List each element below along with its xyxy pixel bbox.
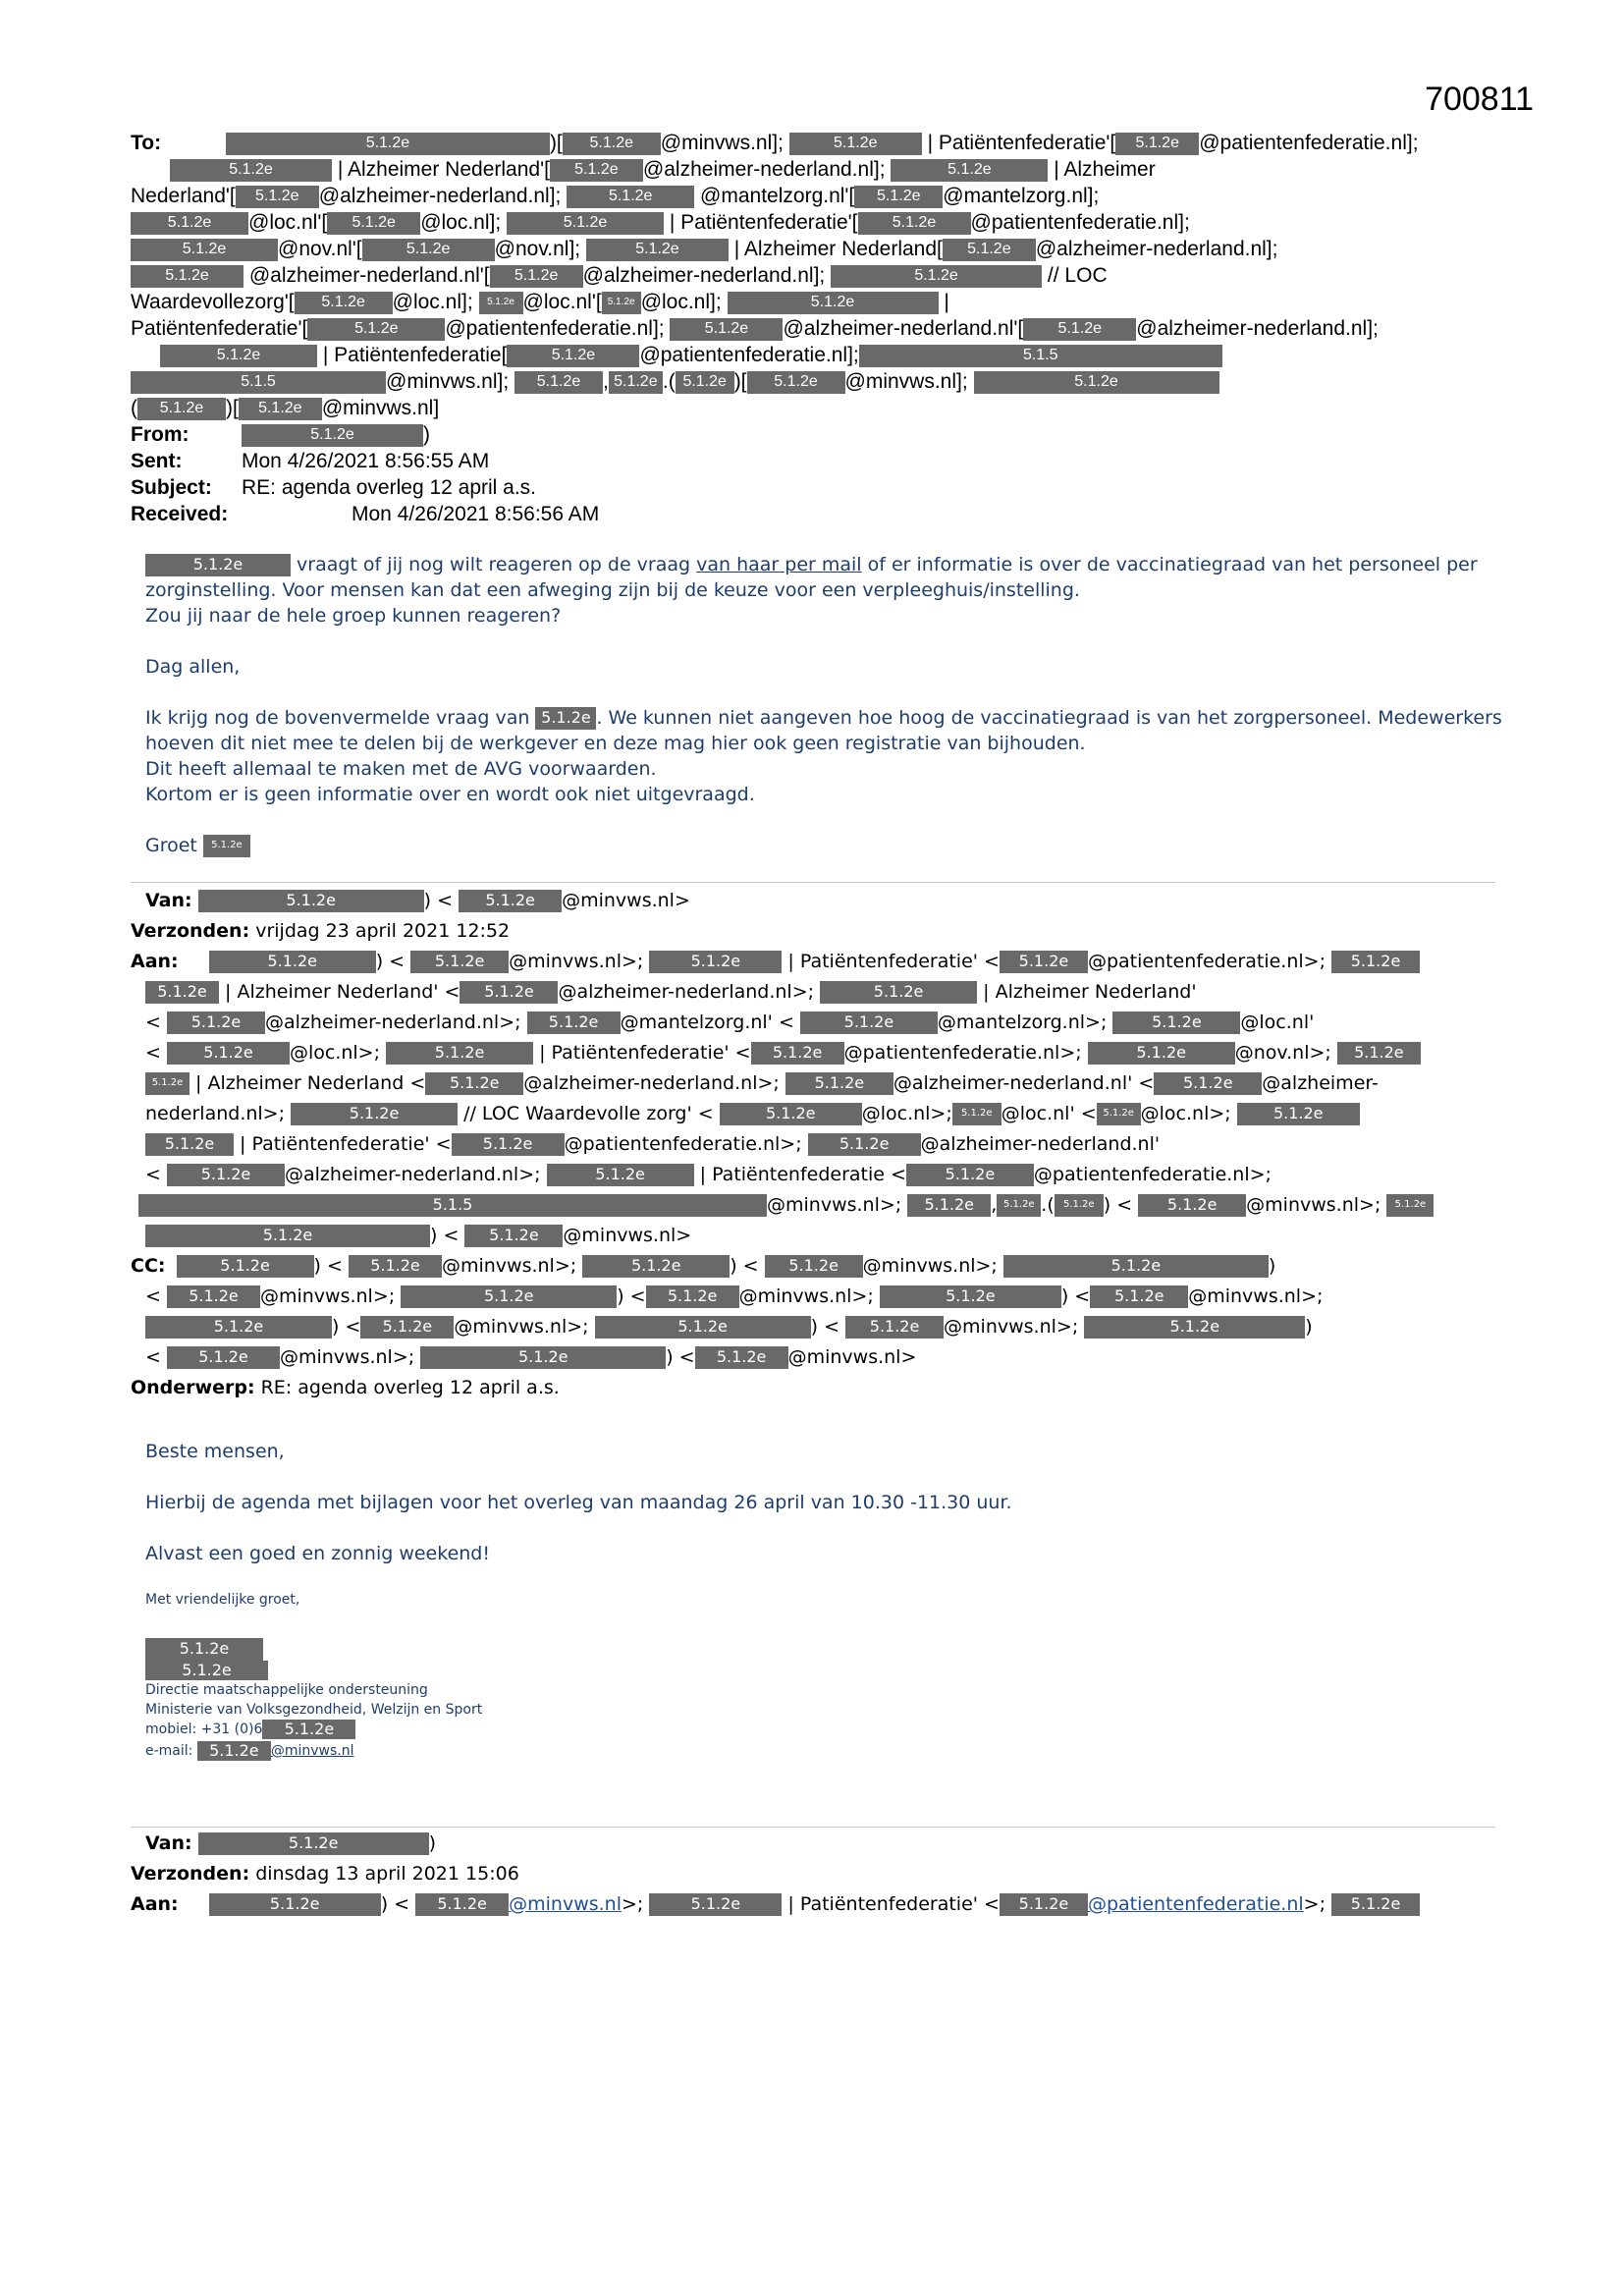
redaction: 5.1.2e (401, 1285, 617, 1308)
forwarded-body (145, 1439, 1510, 1566)
received-value: Mon 4/26/2021 8:56:56 AM (352, 503, 600, 525)
redaction: 5.1.2e (527, 1011, 621, 1034)
redaction: 5.1.2e (563, 133, 661, 155)
redaction: 5.1.2e (649, 1893, 782, 1916)
redaction: 5.1.2e (649, 951, 782, 973)
paragraph: Alvast een goed en zonnig weekend! (145, 1543, 490, 1564)
to-text: ( (131, 397, 137, 419)
paragraph: Dag allen, (145, 656, 241, 678)
redaction: 5.1.2e (291, 1103, 458, 1125)
redaction: 5.1.2e (386, 1042, 533, 1065)
paragraph: Beste mensen, (145, 1441, 285, 1462)
redaction: 5.1.2e (751, 1042, 844, 1065)
separator (131, 1827, 1495, 1828)
redaction: 5.1.2e (145, 1638, 263, 1661)
sent-label: Sent: (131, 450, 183, 472)
redaction: 5.1.2e (362, 239, 495, 261)
to-line (131, 289, 1525, 315)
redaction: 5.1.2e (800, 1011, 938, 1034)
redaction: 5.1.2e (198, 890, 424, 912)
redaction: 5.1.2e (952, 1103, 1001, 1125)
redaction: 5.1.2e (145, 554, 291, 576)
redaction: 5.1.2e (295, 292, 393, 314)
redaction: 5.1.2e (464, 1225, 563, 1247)
redaction: 5.1.2e (131, 212, 248, 235)
redaction: 5.1.2e (327, 212, 420, 235)
redaction: 5.1.2e (609, 371, 663, 394)
received-line (131, 501, 1525, 527)
to-text: @alzheimer-nederland.nl]; (642, 158, 886, 181)
subject-value: RE: agenda overleg 12 april a.s. (242, 476, 537, 499)
to-text: Nederland'[ (131, 185, 236, 207)
to-text: @patientenfederatie.nl]; (970, 211, 1190, 234)
redaction: 5.1.2e (226, 133, 550, 155)
redaction: 5.1.2e (262, 1720, 355, 1739)
redaction: 5.1.2e (425, 1072, 523, 1095)
redaction: 5.1.5 (859, 345, 1222, 367)
to-text: @alzheimer-nederland.nl]; (318, 185, 562, 207)
redaction: 5.1.2e (1331, 951, 1420, 973)
to-text: @loc.nl'[ (248, 211, 328, 234)
redaction: 5.1.2e (728, 292, 939, 314)
sent-value: Mon 4/26/2021 8:56:55 AM (242, 450, 490, 472)
redaction: 5.1.2e (880, 1285, 1061, 1308)
redaction: 5.1.2e (349, 1255, 442, 1278)
paragraph: Hierbij de agenda met bijlagen voor het overleg van maandag 26 april van 10.30 -11.30 uur. (145, 1492, 1012, 1513)
redaction: 5.1.2e (198, 1832, 429, 1855)
redaction: 5.1.2e (145, 1316, 332, 1339)
mail-link[interactable]: van haar per mail (696, 554, 862, 575)
redaction: 5.1.2e (459, 890, 562, 912)
redaction: 5.1.2e (567, 186, 694, 208)
redaction: 5.1.2e (167, 1011, 265, 1034)
redaction: 5.1.2e (242, 424, 423, 447)
redaction: 5.1.2e (410, 951, 509, 973)
redaction: 5.1.2e (845, 1316, 944, 1339)
to-text: @loc.nl]; (420, 211, 502, 234)
email-header-to (131, 130, 1525, 527)
redaction: 5.1.2e (1090, 1285, 1188, 1308)
to-line (131, 183, 1525, 209)
redaction: 5.1.2e (670, 318, 783, 341)
redaction: 5.1.2e (907, 1194, 991, 1217)
to-line (131, 236, 1525, 262)
redaction: 5.1.2e (1003, 1255, 1269, 1278)
separator (131, 882, 1495, 883)
to-text: )[ (226, 397, 239, 419)
paragraph: Groet 5.1.2e (145, 833, 1510, 858)
redaction: 5.1.2e (307, 318, 445, 341)
redaction: 5.1.2e (177, 1255, 314, 1278)
redaction: 5.1.2e (1000, 951, 1088, 973)
redaction: 5.1.2e (1088, 1042, 1235, 1065)
redaction: 5.1.2e (160, 345, 317, 367)
to-line (131, 156, 1525, 183)
email-body (145, 552, 1510, 858)
redaction: 5.1.2e (479, 292, 523, 314)
redaction: 5.1.2e (906, 1164, 1034, 1186)
email-link[interactable]: @minvws.nl (509, 1893, 622, 1915)
redaction: 5.1.2e (1115, 133, 1199, 155)
from-label: From: (131, 423, 189, 446)
subject-label: Subject: (131, 476, 212, 499)
to-text: | Patiëntenfederatie'[ (927, 132, 1116, 154)
redaction: 5.1.2e (197, 1741, 271, 1761)
to-text: | Patiëntenfederatie'[ (669, 211, 858, 234)
forwarded-header: Van: 5.1.2e ) < 5.1.2e @minvws.nl> Verzonden: vrijdag 23 april 2021 12:52 Aan: 5.1.2e ) < 5.1.2e @minvws.nl>; 5.1.2e | Patiëntenfederatie' < 5.1.2e @patientenfederatie.nl>; 5.1.2e 5.1.2e | Alzheimer Nederland' < 5.1.2e @alzheimer-nederland.nl>; 5.1.2e | Alzheimer Nederland' < 5.1.2e @alzheimer-nederland.nl>; 5.1.2e @mantelzorg.nl' < 5.1.2e @mantelzorg.nl>; 5.1.2e @loc.nl' < 5.1.2e @loc.nl>; 5.1.2e | Patiëntenfederatie' < 5.1.2e @patientenfederatie.nl>; 5.1.2e @nov.nl>; 5.1.2e 5.1.2e | Alzheimer Nederland < 5.1.2e @alzheimer-nederland.nl>; 5.1.2e @alzheimer-nederland.nl' < 5.1.2e @alzheimer- nederland.nl>; 5.1.2e // LOC Waardevolle zorg' < 5.1.2e @loc.nl>; 5.1.2e @loc.nl' < 5.1.2e @loc.nl>; 5.1.2e 5.1.2e | Patiëntenfederatie' < 5.1.2e @patientenfederatie.nl>; 5.1.2e @alzheimer-nederland.nl' < 5.1.2e @alzheimer-nederland.nl>; 5.1.2e | Patiëntenfederatie < 5.1.2e @patientenfederatie.nl>; 5.1.5 @minvws.nl>; 5.1.2e , 5.1.2e .( 5.1.2e ) < 5.1.2e @minvws.nl>; 5.1.2e 5.1.2e ) < 5.1.2e @minvws.nl> CC: 5.1.2e ) < 5.1.2e @minvws.nl>; 5.1.2e ) < 5.1.2e @minvws.nl>; 5.1.2e ) < 5.1.2e @minvws.nl>; 5.1.2e ) < 5.1.2e @minvws.nl>; 5.1.2e ) < 5.1.2e @minvws.nl>; 5.1.2e ) < 5.1.2e @minvws.nl>; 5.1.2e ) < 5.1.2e @minvws.nl>; 5.1.2e ) < 5.1.2e @minvws.nl>; 5.1.2e ) < 5.1.2e @minvws.nl> Onderwerp: RE: agenda overleg 12 april a.s. (131, 886, 1505, 1403)
to-line (131, 342, 1525, 368)
redaction: 5.1.2e (765, 1255, 863, 1278)
to-text: @patientenfederatie.nl]; (445, 317, 665, 340)
redaction: 5.1.2e (831, 265, 1042, 288)
to-text: @mantelzorg.nl]; (943, 185, 1100, 207)
redaction: 5.1.2e (145, 1661, 268, 1680)
redaction: 5.1.2e (1112, 1011, 1240, 1034)
redaction: 5.1.2e (131, 239, 278, 261)
redaction: 5.1.2e (1023, 318, 1136, 341)
redaction: 5.1.2e (1331, 1893, 1420, 1916)
redaction: 5.1.5 (131, 371, 386, 394)
redaction: 5.1.2e (943, 239, 1036, 261)
redaction: 5.1.2e (747, 371, 845, 394)
redaction: 5.1.2e (145, 1072, 189, 1095)
to-text: @mantelzorg.nl'[ (700, 185, 855, 207)
to-text: @patientenfederatie.nl]; (639, 344, 859, 366)
redaction: 5.1.2e (514, 371, 603, 394)
redaction: 5.1.2e (170, 159, 332, 182)
redaction: 5.1.5 (138, 1194, 767, 1217)
redaction: 5.1.2e (507, 345, 639, 367)
redaction: 5.1.2e (1138, 1194, 1246, 1217)
redaction: 5.1.2e (808, 1133, 921, 1156)
redaction: 5.1.2e (239, 398, 322, 420)
redaction: 5.1.2e (858, 212, 971, 235)
to-text: @patientenfederatie.nl]; (1199, 132, 1419, 154)
redaction: 5.1.2e (1154, 1072, 1262, 1095)
to-text: @alzheimer-nederland.nl]; (1136, 317, 1379, 340)
to-line (131, 262, 1525, 289)
redaction: 5.1.2e (550, 159, 643, 182)
to-line (131, 209, 1525, 236)
redaction: 5.1.2e (1386, 1194, 1434, 1217)
redaction: 5.1.2e (974, 371, 1219, 394)
redaction: 5.1.2e (547, 1164, 694, 1186)
redaction: 5.1.2e (167, 1042, 290, 1065)
redaction: 5.1.2e (203, 835, 250, 857)
paragraph: Kortom er is geen informatie over en wordt ook niet uitgevraagd. (145, 784, 755, 805)
paragraph: Zou jij naar de hele groep kunnen reageren? (145, 605, 562, 627)
redaction: 5.1.2e (145, 981, 219, 1004)
redaction: 5.1.2e (891, 159, 1048, 182)
email-link[interactable]: @patientenfederatie.nl (1087, 1893, 1304, 1915)
to-text: | Alzheimer (1054, 158, 1156, 181)
redaction: 5.1.2e (167, 1164, 285, 1186)
redaction: 5.1.2e (145, 1133, 234, 1156)
to-text: @minvws.nl]; (660, 132, 784, 154)
redaction: 5.1.2e (167, 1346, 280, 1369)
document-number: 700811 (1425, 81, 1534, 118)
redaction: 5.1.2e (415, 1893, 509, 1916)
redaction: 5.1.2e (1337, 1042, 1421, 1065)
paragraph: Dit heeft allemaal te maken met de AVG voorwaarden. (145, 758, 657, 780)
to-text: | Alzheimer Nederland'[ (337, 158, 550, 181)
redaction: 5.1.2e (490, 265, 583, 288)
to-text: @alzheimer-nederland.nl]; (582, 264, 826, 287)
to-line (131, 395, 1525, 421)
redaction: 5.1.2e (360, 1316, 454, 1339)
to-text: Patiëntenfederatie'[ (131, 317, 308, 340)
redaction: 5.1.2e (209, 951, 376, 973)
to-text: | Patiëntenfederatie[ (322, 344, 508, 366)
redaction: 5.1.2e (137, 398, 226, 420)
redaction: 5.1.2e (586, 239, 729, 261)
redaction: 5.1.2e (507, 212, 664, 235)
redaction: 5.1.2e (460, 981, 558, 1004)
redaction: 5.1.2e (1237, 1103, 1360, 1125)
redaction: 5.1.2e (452, 1133, 565, 1156)
redaction: 5.1.2e (854, 186, 943, 208)
redaction: 5.1.2e (785, 1072, 893, 1095)
redaction: 5.1.2e (420, 1346, 666, 1369)
to-text: // LOC (1047, 264, 1108, 287)
redaction: 5.1.2e (145, 1225, 430, 1247)
redaction: 5.1.2e (1000, 1893, 1088, 1916)
subject-line (131, 474, 1525, 501)
to-text: @nov.nl]; (494, 238, 581, 260)
from-line: From: 5.1.2e ) (131, 423, 430, 446)
to-text: @loc.nl'[ (522, 291, 602, 313)
to-text: Waardevollezorg'[ (131, 291, 295, 313)
redaction: 5.1.2e (209, 1893, 381, 1916)
redaction: 5.1.2e (1055, 1194, 1104, 1217)
to-text: @loc.nl]; (640, 291, 722, 313)
to-text: @nov.nl'[ (278, 238, 362, 260)
redaction: 5.1.2e (602, 292, 641, 314)
redaction: 5.1.2e (676, 371, 734, 394)
paragraph: Ik krijg nog de bovenvermelde vraag van 5.1.2e . We kunnen niet aangeven hoe hoog de vaccinatiegraad is van het zorgpersoneel. Medewerkers hoeven dit niet mee te delen bij de werkgever en deze mag hier ook geen registratie van bijhouden. (145, 707, 1502, 754)
paragraph: 5.1.2e vraagt of jij nog wilt reageren op de vraag van haar per mail of er informatie is over de vaccinatiegraad van het personeel per zorginstelling. Voor mensen kan dat een afweging zijn bij de keuze voor een verpleeghuis/instelling. (145, 554, 1478, 601)
to-text: @alzheimer-nederland.nl'[ (783, 317, 1024, 340)
to-line: 5.1.5 @minvws.nl]; 5.1.2e , 5.1.2e .( 5.1.2e )[ 5.1.2e @minvws.nl]; 5.1.2e (131, 368, 1525, 395)
redaction: 5.1.2e (997, 1194, 1041, 1217)
to-text: @minvws.nl]; (844, 370, 968, 393)
redaction: 5.1.2e (820, 981, 977, 1004)
redaction: 5.1.2e (595, 1316, 811, 1339)
to-text: @minvws.nl] (321, 397, 440, 419)
redaction: 5.1.2e (582, 1255, 730, 1278)
to-label: To: (131, 132, 162, 154)
redaction: 5.1.2e (236, 186, 319, 208)
to-line: To: 5.1.2e )[ 5.1.2e @minvws.nl]; 5.1.2e | Patiëntenfederatie'[ 5.1.2e @patientenfederatie.nl]; (131, 132, 1419, 154)
forwarded-header-2: Van: 5.1.2e ) Verzonden: dinsdag 13 april 2021 15:06 Aan: 5.1.2e ) < 5.1.2e @minvws.nl>; 5.1.2e | Patiëntenfederatie' < 5.1.2e @patientenfederatie.nl>; 5.1.2e (131, 1829, 1505, 1920)
signature: Met vriendelijke groet, 5.1.2e 5.1.2e Directie maatschappelijke ondersteuning Ministerie van Volksgezondheid, Welzijn en Sport mobiel: +31 (0)6 5.1.2e e-mail: 5.1.2e @minvws.nl (145, 1592, 483, 1760)
redaction: 5.1.2e (646, 1285, 739, 1308)
redaction: 5.1.2e (1084, 1316, 1305, 1339)
to-text: @alzheimer-nederland.nl]; (1035, 238, 1278, 260)
redaction: 5.1.2e (789, 133, 922, 155)
redaction: 5.1.2e (131, 265, 244, 288)
redaction: 5.1.2e (1097, 1103, 1141, 1125)
redaction: 5.1.2e (720, 1103, 862, 1125)
redaction: 5.1.2e (535, 707, 596, 730)
received-label: Received: (131, 503, 229, 525)
to-text: @loc.nl]; (392, 291, 473, 313)
redaction: 5.1.2e (167, 1285, 260, 1308)
sent-line (131, 448, 1525, 474)
email-link[interactable]: @minvws.nl (270, 1743, 354, 1759)
to-text: | (944, 291, 949, 313)
to-text: | Alzheimer Nederland[ (733, 238, 943, 260)
to-text: @alzheimer-nederland.nl'[ (248, 264, 490, 287)
to-line (131, 315, 1525, 342)
redaction: 5.1.2e (695, 1346, 788, 1369)
to-text: @minvws.nl]; (386, 370, 510, 393)
